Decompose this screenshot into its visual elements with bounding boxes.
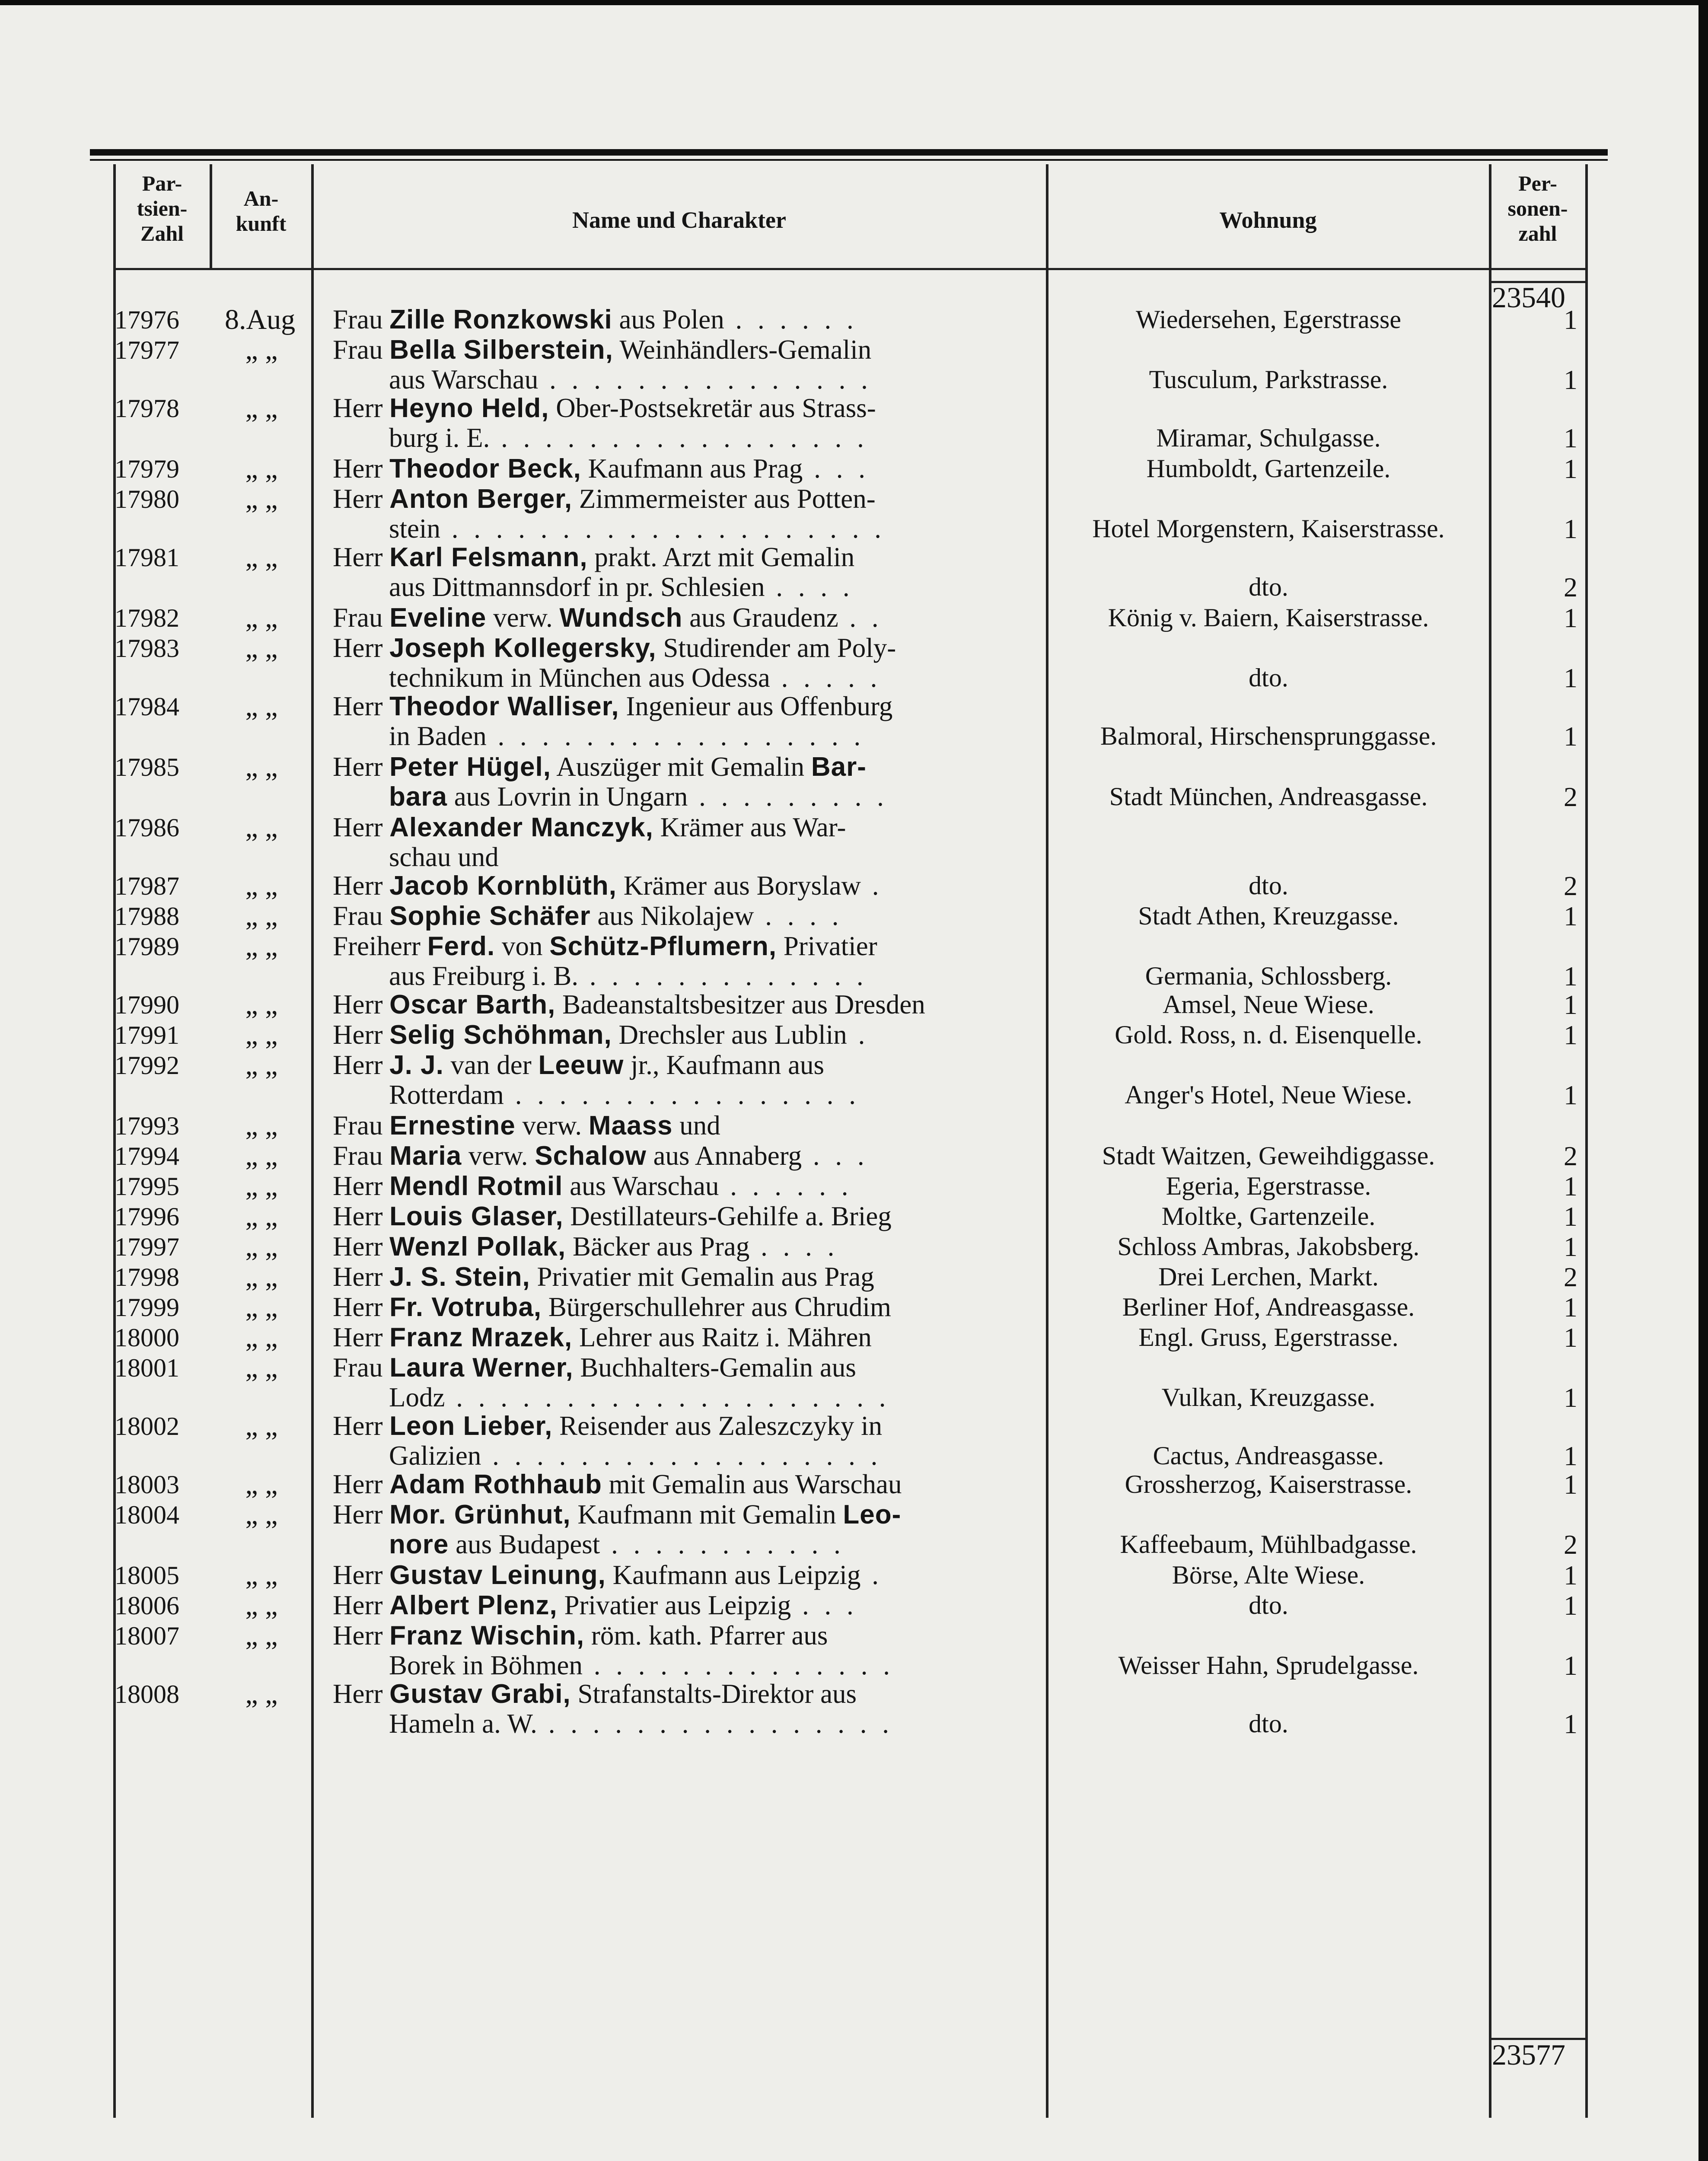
arrival-date: „ „ bbox=[245, 931, 278, 962]
bold-surname: Mor. Grünhut, bbox=[389, 1500, 571, 1530]
guest-name-and-occupation bbox=[333, 1262, 1042, 1292]
guest-name-and-occupation bbox=[333, 305, 1042, 335]
name-line: Herr Anton Berger, Zimmermeister aus Potten- bbox=[333, 484, 876, 514]
arrival-date: „ „ bbox=[245, 1322, 278, 1353]
name-line: Herr Leon Lieber, Reisender aus Zaleszczyky in bbox=[333, 1411, 883, 1441]
party-number: 17984 bbox=[115, 692, 179, 721]
leader-dots: . . . . bbox=[754, 901, 843, 931]
name-line: Herr Mor. Grünhut, Kaufmann mit Gemalin Leo- bbox=[333, 1500, 902, 1530]
arrival-date: „ „ bbox=[245, 900, 278, 932]
guest-name-and-occupation bbox=[333, 1411, 1042, 1471]
name-line: Borek in Böhmen . . . . . . . . . . . . . . bbox=[389, 1651, 894, 1680]
guest-name-and-occupation bbox=[333, 1020, 1042, 1050]
party-number: 17989 bbox=[115, 932, 179, 961]
party-number: 17994 bbox=[115, 1142, 179, 1170]
guest-name-and-occupation bbox=[333, 1590, 1042, 1620]
party-number: 17998 bbox=[115, 1263, 179, 1291]
guest-name-and-occupation bbox=[333, 1050, 1042, 1110]
party-number: 18001 bbox=[115, 1354, 179, 1382]
name-line: nore aus Budapest . . . . . . . . . . . bbox=[389, 1530, 845, 1559]
persons-count: 1 bbox=[1564, 901, 1577, 931]
party-number: 17979 bbox=[115, 455, 179, 483]
residence: Hotel Morgenstern, Kaiserstrasse. bbox=[1092, 514, 1445, 543]
residence: Balmoral, Hirschensprunggasse. bbox=[1100, 722, 1437, 750]
persons-count: 2 bbox=[1564, 781, 1577, 812]
bold-surname: Anton Berger, bbox=[389, 484, 573, 514]
bold-surname: Bella Silberstein, bbox=[389, 335, 613, 365]
name-line: Herr Alexander Manczyk, Krämer aus War- bbox=[333, 813, 846, 842]
leader-dots: . . . . bbox=[749, 1232, 839, 1262]
residence: Berliner Hof, Andreasgasse. bbox=[1122, 1293, 1415, 1321]
name-line: Frau Bella Silberstein, Weinhändlers-Gemalin bbox=[333, 335, 872, 365]
persons-count: 1 bbox=[1564, 304, 1577, 335]
guest-name-and-occupation bbox=[333, 1292, 1042, 1322]
party-number: 17983 bbox=[115, 634, 179, 663]
guest-name-and-occupation bbox=[333, 692, 1042, 751]
arrival-date: „ „ bbox=[245, 1590, 278, 1621]
name-line: aus Warschau . . . . . . . . . . . . . . . bbox=[389, 365, 872, 395]
name-line: Herr Heyno Held, Ober-Postsekretär aus Strass- bbox=[333, 393, 876, 423]
bold-surname: Heyno Held, bbox=[389, 393, 549, 423]
guest-name-and-occupation bbox=[333, 603, 1042, 633]
arrival-date: „ „ bbox=[245, 1231, 278, 1262]
name-line: schau und bbox=[389, 842, 499, 872]
carried-total: 23540 bbox=[1492, 281, 1565, 314]
arrival-date: „ „ bbox=[245, 691, 278, 722]
header-party-number: Par- tsien- Zahl bbox=[137, 171, 188, 245]
bold-surname: Franz Mrazek, bbox=[389, 1323, 573, 1352]
bold-surname: Sophie Schäfer bbox=[389, 901, 591, 931]
leader-dots: . . . . bbox=[765, 572, 854, 602]
persons-count: 1 bbox=[1564, 1382, 1577, 1413]
name-line: aus Dittmannsdorf in pr. Schlesien . . . . bbox=[389, 572, 854, 602]
bold-surname: Eveline bbox=[389, 603, 487, 633]
party-number: 18008 bbox=[115, 1680, 179, 1708]
party-number: 17990 bbox=[115, 991, 179, 1019]
guest-name-and-occupation bbox=[333, 1469, 1042, 1499]
party-number: 17997 bbox=[115, 1233, 179, 1261]
bold-surname: Ferd. bbox=[427, 931, 495, 961]
name-line: bara aus Lovrin in Ungarn . . . . . . . . . bbox=[389, 782, 888, 812]
persons-count: 1 bbox=[1564, 1201, 1577, 1232]
arrival-date: „ „ bbox=[245, 483, 278, 515]
residence: Anger's Hotel, Neue Wiese. bbox=[1125, 1080, 1412, 1109]
persons-count: 1 bbox=[1564, 663, 1577, 693]
arrival-date: „ „ bbox=[245, 1261, 278, 1293]
top-rule-thick bbox=[90, 149, 1608, 156]
guest-name-and-occupation bbox=[333, 990, 1042, 1020]
residence: Engl. Gruss, Egerstrasse. bbox=[1138, 1323, 1399, 1351]
residence: Moltke, Gartenzeile. bbox=[1161, 1202, 1376, 1230]
arrival-date: „ „ bbox=[245, 334, 278, 366]
header-persons: Per- sonen- zahl bbox=[1507, 171, 1568, 245]
name-line: Frau Laura Werner, Buchhalters-Gemalin aus bbox=[333, 1353, 856, 1383]
party-number: 17980 bbox=[115, 485, 179, 513]
party-number: 17988 bbox=[115, 902, 179, 931]
arrival-date: 8.Aug bbox=[225, 304, 296, 335]
arrival-date: „ „ bbox=[245, 1499, 278, 1530]
guest-name-and-occupation bbox=[333, 1232, 1042, 1262]
party-number: 17993 bbox=[115, 1112, 179, 1140]
bold-surname: Selig Schöhman, bbox=[389, 1020, 612, 1050]
page-edge-right bbox=[1698, 0, 1708, 2161]
persons-count: 2 bbox=[1564, 1529, 1577, 1560]
leader-dots: . . . . . . . . . . . . . . . . . . bbox=[481, 1441, 882, 1471]
persons-count: 1 bbox=[1564, 1650, 1577, 1681]
persons-count: 1 bbox=[1564, 1171, 1577, 1202]
arrival-date: „ „ bbox=[245, 989, 278, 1020]
leader-dots: . . . bbox=[802, 1141, 869, 1171]
leader-dots: . . . . . . . . . . . . . . . . . . . . bbox=[440, 514, 886, 544]
leader-dots: . . . . . . . . . . . . . . . . . . . . bbox=[445, 1383, 890, 1412]
bold-surname: J. J. bbox=[389, 1050, 444, 1080]
party-number: 18003 bbox=[115, 1470, 179, 1499]
persons-count: 1 bbox=[1564, 1020, 1577, 1050]
persons-count: 1 bbox=[1564, 1441, 1577, 1471]
party-number: 17999 bbox=[115, 1293, 179, 1322]
residence: Vulkan, Kreuzgasse. bbox=[1161, 1383, 1376, 1412]
name-line: Herr Franz Wischin, röm. kath. Pfarrer aus bbox=[333, 1621, 828, 1651]
bold-surname: Mendl Rotmil bbox=[389, 1171, 563, 1201]
residence: Weisser Hahn, Sprudelgasse. bbox=[1118, 1651, 1419, 1680]
residence: Kaffeebaum, Mühlbadgasse. bbox=[1120, 1530, 1417, 1559]
persons-count: 2 bbox=[1564, 1141, 1577, 1171]
residence: Egeria, Egerstrasse. bbox=[1166, 1172, 1371, 1200]
name-line: Herr Louis Glaser, Destillateurs-Gehilfe a. Brieg bbox=[333, 1202, 892, 1231]
party-number: 17982 bbox=[115, 604, 179, 632]
party-number: 17996 bbox=[115, 1202, 179, 1231]
guest-name-and-occupation bbox=[333, 1353, 1042, 1412]
name-line: Herr Oscar Barth, Badeanstaltsbesitzer aus Dresden bbox=[333, 990, 925, 1020]
party-number: 17991 bbox=[115, 1021, 179, 1049]
name-line: Frau Ernestine verw. Maass und bbox=[333, 1111, 720, 1141]
arrival-date: „ „ bbox=[245, 542, 278, 573]
name-line: in Baden . . . . . . . . . . . . . . . . . bbox=[389, 721, 865, 751]
bold-surname: J. S. Stein, bbox=[389, 1262, 530, 1292]
leader-dots: . . . . . bbox=[770, 663, 882, 693]
name-line: Herr Gustav Leinung, Kaufmann aus Leipzig . bbox=[333, 1560, 883, 1590]
guest-name-and-occupation bbox=[333, 1171, 1042, 1201]
residence: Cactus, Andreasgasse. bbox=[1153, 1441, 1384, 1470]
name-line: Rotterdam . . . . . . . . . . . . . . . . bbox=[389, 1080, 860, 1110]
name-line: Herr Theodor Walliser, Ingenieur aus Offenburg bbox=[333, 692, 893, 721]
bold-surname: Theodor Beck, bbox=[389, 454, 581, 484]
name-line: Lodz . . . . . . . . . . . . . . . . . . . . bbox=[389, 1383, 890, 1412]
persons-count: 1 bbox=[1564, 1590, 1577, 1621]
name-line: Herr Jacob Kornblüth, Krämer aus Boryslaw . bbox=[333, 871, 883, 901]
name-line: Frau Eveline verw. Wundsch aus Graudenz . . bbox=[333, 603, 883, 633]
bold-surname: Leeuw bbox=[538, 1050, 624, 1080]
arrival-date: „ „ bbox=[245, 1469, 278, 1500]
bold-surname: Karl Felsmann, bbox=[389, 542, 588, 572]
guest-name-and-occupation bbox=[333, 752, 1042, 812]
party-number: 17992 bbox=[115, 1051, 179, 1080]
arrival-date: „ „ bbox=[245, 1140, 278, 1172]
arrival-date: „ „ bbox=[245, 1678, 278, 1710]
leader-dots: . . . . . . . . . . . . . bbox=[578, 961, 868, 991]
persons-count: 1 bbox=[1564, 1708, 1577, 1739]
name-line: Herr Selig Schöhman, Drechsler aus Lublin . bbox=[333, 1020, 870, 1050]
bold-surname: Jacob Kornblüth, bbox=[389, 871, 617, 901]
residence: Stadt Waitzen, Geweihdiggasse. bbox=[1102, 1141, 1435, 1170]
leader-dots: . . . bbox=[791, 1590, 858, 1620]
bold-surname: Wundsch bbox=[559, 603, 683, 633]
guest-name-and-occupation bbox=[333, 1560, 1042, 1590]
party-number: 17976 bbox=[115, 306, 179, 334]
party-number: 18004 bbox=[115, 1501, 179, 1529]
leader-dots: . . . . . . . . . . . . . . bbox=[582, 1651, 894, 1680]
bold-surname: Fr. Votruba, bbox=[389, 1292, 542, 1322]
arrival-date: „ „ bbox=[245, 1019, 278, 1051]
party-number: 17995 bbox=[115, 1172, 179, 1201]
bold-surname: Bar- bbox=[811, 752, 867, 782]
header-arrival: An- kunft bbox=[236, 186, 287, 236]
bold-surname: Maass bbox=[588, 1111, 673, 1141]
leader-dots: . bbox=[847, 1020, 870, 1050]
col-divider-arrival bbox=[311, 164, 314, 2118]
residence: König v. Baiern, Kaiserstrasse. bbox=[1108, 603, 1429, 632]
guest-name-and-occupation bbox=[333, 393, 1042, 453]
arrival-date: „ „ bbox=[245, 812, 278, 843]
persons-count: 1 bbox=[1564, 602, 1577, 633]
persons-count: 1 bbox=[1564, 1469, 1577, 1500]
leader-dots: . . . . . . . . . . . bbox=[600, 1530, 845, 1559]
residence: Wiedersehen, Egerstrasse bbox=[1136, 305, 1401, 334]
party-number: 17985 bbox=[115, 753, 179, 781]
persons-count: 1 bbox=[1564, 1560, 1577, 1590]
residence: Tusculum, Parkstrasse. bbox=[1149, 365, 1388, 394]
arrival-date: „ „ bbox=[245, 1291, 278, 1323]
bold-surname: bara bbox=[389, 782, 447, 812]
arrival-date: „ „ bbox=[245, 751, 278, 783]
col-divider-residence bbox=[1489, 164, 1491, 2118]
guest-name-and-occupation bbox=[333, 931, 1042, 991]
persons-count: 2 bbox=[1564, 572, 1577, 602]
party-number: 17978 bbox=[115, 394, 179, 423]
header-name: Name und Charakter bbox=[572, 207, 786, 233]
name-line: Freiherr Ferd. von Schütz-Pflumern, Privatier bbox=[333, 931, 877, 961]
guest-name-and-occupation bbox=[333, 335, 1042, 395]
party-number: 18006 bbox=[115, 1591, 179, 1620]
bold-surname: Schütz-Pflumern, bbox=[549, 931, 777, 961]
col-divider-right bbox=[1585, 164, 1588, 2118]
bold-surname: nore bbox=[389, 1530, 449, 1559]
arrival-date: „ „ bbox=[245, 1620, 278, 1651]
persons-count: 1 bbox=[1564, 1231, 1577, 1262]
leader-dots: . bbox=[860, 1560, 883, 1590]
residence: Amsel, Neue Wiese. bbox=[1163, 990, 1374, 1019]
guest-name-and-occupation bbox=[333, 1323, 1042, 1352]
guest-name-and-occupation bbox=[333, 1621, 1042, 1680]
arrival-date: „ „ bbox=[245, 1410, 278, 1442]
arrival-date: „ „ bbox=[245, 1110, 278, 1141]
residence: Grossherzog, Kaiserstrasse. bbox=[1125, 1470, 1412, 1498]
name-line: Herr Franz Mrazek, Lehrer aus Raitz i. Mähren bbox=[333, 1323, 872, 1352]
leader-dots: . bbox=[861, 871, 883, 901]
name-line: Herr Mendl Rotmil aus Warschau . . . . . . bbox=[333, 1171, 853, 1201]
name-line: aus Freiburg i. B. . . . . . . . . . . . . . bbox=[389, 961, 868, 991]
residence: dto. bbox=[1249, 573, 1288, 601]
persons-count: 1 bbox=[1564, 989, 1577, 1020]
bold-surname: Franz Wischin, bbox=[389, 1621, 585, 1651]
party-number: 17981 bbox=[115, 543, 179, 572]
party-number: 18002 bbox=[115, 1412, 179, 1441]
residence: Stadt Athen, Kreuzgasse. bbox=[1138, 902, 1399, 930]
residence: Gold. Ross, n. d. Eisenquelle. bbox=[1115, 1020, 1422, 1049]
bold-surname: Adam Rothhaub bbox=[389, 1469, 602, 1499]
leader-dots: . . . . . . bbox=[719, 1171, 853, 1201]
name-line: Herr Gustav Grabi, Strafanstalts-Direktor aus bbox=[333, 1679, 857, 1709]
name-line: stein . . . . . . . . . . . . . . . . . . . . bbox=[389, 514, 886, 544]
arrival-date: „ „ bbox=[245, 1201, 278, 1232]
bold-surname: Laura Werner, bbox=[389, 1353, 574, 1383]
residence: dto. bbox=[1249, 1591, 1288, 1619]
arrival-date: „ „ bbox=[245, 453, 278, 484]
bold-surname: Theodor Walliser, bbox=[389, 692, 619, 721]
guest-name-and-occupation bbox=[333, 1111, 1042, 1141]
guest-name-and-occupation bbox=[333, 1202, 1042, 1231]
header-underline bbox=[113, 268, 1587, 270]
name-line: Herr J. S. Stein, Privatier mit Gemalin aus Prag bbox=[333, 1262, 874, 1292]
name-line: Frau Zille Ronzkowski aus Polen . . . . . . bbox=[333, 305, 858, 335]
final-total: 23577 bbox=[1492, 2038, 1565, 2071]
bold-surname: Leon Lieber, bbox=[389, 1411, 553, 1441]
top-rule-thin bbox=[90, 159, 1608, 161]
party-number: 18000 bbox=[115, 1323, 179, 1352]
name-line: Herr Karl Felsmann, prakt. Arzt mit Gemalin bbox=[333, 542, 855, 572]
name-line: Herr Adam Rothhaub mit Gemalin aus Warschau bbox=[333, 1469, 902, 1499]
guest-name-and-occupation bbox=[333, 542, 1042, 602]
guest-name-and-occupation bbox=[333, 1500, 1042, 1559]
persons-count: 1 bbox=[1564, 513, 1577, 544]
arrival-date: „ „ bbox=[245, 1170, 278, 1202]
persons-count: 1 bbox=[1564, 1322, 1577, 1353]
bold-surname: Gustav Grabi, bbox=[389, 1679, 571, 1709]
party-number: 17987 bbox=[115, 872, 179, 900]
residence: dto. bbox=[1249, 1709, 1288, 1738]
bold-surname: Louis Glaser, bbox=[389, 1202, 564, 1231]
residence: dto. bbox=[1249, 871, 1288, 900]
persons-count: 1 bbox=[1564, 721, 1577, 752]
guest-name-and-occupation bbox=[333, 813, 1042, 872]
arrival-date: „ „ bbox=[245, 870, 278, 902]
residence: Germania, Schlossberg. bbox=[1145, 962, 1392, 990]
party-number: 18005 bbox=[115, 1561, 179, 1590]
leader-dots: . . . . . . . . . . . . . . . bbox=[538, 365, 872, 395]
page-edge-top bbox=[0, 0, 1708, 5]
persons-count: 1 bbox=[1564, 1080, 1577, 1110]
leader-dots: . . . . . . . . . . . . . . . . bbox=[503, 1080, 860, 1110]
name-line: burg i. E. . . . . . . . . . . . . . . . . . bbox=[389, 423, 868, 453]
bold-surname: Wenzl Pollak, bbox=[389, 1232, 566, 1262]
bold-surname: Peter Hügel, bbox=[389, 752, 551, 782]
arrival-date: „ „ bbox=[245, 1049, 278, 1081]
residence: Drei Lerchen, Markt. bbox=[1158, 1262, 1379, 1291]
name-line: Galizien . . . . . . . . . . . . . . . . . . bbox=[389, 1441, 882, 1471]
bold-surname: Maria bbox=[389, 1141, 462, 1171]
name-line: technikum in München aus Odessa . . . . . bbox=[389, 663, 882, 693]
bold-surname: Ernestine bbox=[389, 1111, 516, 1141]
leader-dots: . . . . . . . . . . . . . . . . bbox=[537, 1709, 893, 1739]
bold-surname: Joseph Kollegersky, bbox=[389, 633, 656, 663]
bold-surname: Leo- bbox=[843, 1500, 902, 1530]
arrival-date: „ „ bbox=[245, 1352, 278, 1383]
arrival-date: „ „ bbox=[245, 602, 278, 634]
bold-surname: Alexander Manczyk, bbox=[389, 813, 653, 842]
name-line: Herr Fr. Votruba, Bürgerschullehrer aus Chrudim bbox=[333, 1292, 891, 1322]
persons-count: 2 bbox=[1564, 1262, 1577, 1292]
name-line: Herr Joseph Kollegersky, Studirender am Poly- bbox=[333, 633, 896, 663]
leader-dots: . . . . . . . . . . . . . . . . . bbox=[486, 721, 865, 751]
persons-count: 1 bbox=[1564, 364, 1577, 395]
leader-dots: . . . . . . . . . . . . . . . . . bbox=[490, 423, 868, 453]
name-line: Herr Theodor Beck, Kaufmann aus Prag . . . bbox=[333, 454, 870, 484]
guest-name-and-occupation bbox=[333, 454, 1042, 484]
persons-count: 1 bbox=[1564, 453, 1577, 484]
bold-surname: Oscar Barth, bbox=[389, 990, 556, 1020]
name-line: Herr Wenzl Pollak, Bäcker aus Prag . . . . bbox=[333, 1232, 839, 1262]
arrival-date: „ „ bbox=[245, 1559, 278, 1591]
name-line: Herr J. J. van der Leeuw jr., Kaufmann aus bbox=[333, 1050, 825, 1080]
guest-name-and-occupation bbox=[333, 1679, 1042, 1739]
bold-surname: Albert Plenz, bbox=[389, 1590, 558, 1620]
residence: Schloss Ambras, Jakobsberg. bbox=[1117, 1232, 1420, 1261]
guest-name-and-occupation bbox=[333, 484, 1042, 544]
guest-name-and-occupation bbox=[333, 633, 1042, 693]
persons-count: 2 bbox=[1564, 870, 1577, 901]
name-line: Herr Peter Hügel, Auszüger mit Gemalin Bar- bbox=[333, 752, 867, 782]
guest-name-and-occupation bbox=[333, 871, 1042, 901]
name-line: Frau Sophie Schäfer aus Nikolajew . . . . bbox=[333, 901, 843, 931]
residence: Miramar, Schulgasse. bbox=[1156, 424, 1381, 452]
arrival-date: „ „ bbox=[245, 632, 278, 664]
leader-dots: . . bbox=[838, 603, 883, 633]
bold-surname: Gustav Leinung, bbox=[389, 1560, 606, 1590]
guest-name-and-occupation bbox=[333, 1141, 1042, 1171]
name-line: Frau Maria verw. Schalow aus Annaberg . . . bbox=[333, 1141, 869, 1171]
guest-name-and-occupation bbox=[333, 901, 1042, 931]
arrival-date: „ „ bbox=[245, 392, 278, 424]
persons-count: 1 bbox=[1564, 423, 1577, 453]
name-line: Herr Albert Plenz, Privatier aus Leipzig . . . bbox=[333, 1590, 858, 1620]
header-residence: Wohnung bbox=[1219, 207, 1317, 233]
leader-dots: . . . bbox=[803, 454, 870, 484]
persons-count: 1 bbox=[1564, 961, 1577, 991]
residence: Börse, Alte Wiese. bbox=[1172, 1561, 1365, 1589]
residence: Humboldt, Gartenzeile. bbox=[1146, 454, 1391, 483]
bold-surname: Zille Ronzkowski bbox=[389, 305, 612, 335]
party-number: 17986 bbox=[115, 813, 179, 842]
party-number: 17977 bbox=[115, 336, 179, 364]
col-divider-name bbox=[1046, 164, 1048, 2118]
leader-dots: . . . . . . bbox=[724, 305, 858, 335]
name-line: Hameln a. W. . . . . . . . . . . . . . . . . bbox=[389, 1709, 893, 1739]
residence: Stadt München, Andreasgasse. bbox=[1109, 782, 1428, 811]
party-number: 18007 bbox=[115, 1622, 179, 1650]
residence: dto. bbox=[1249, 663, 1288, 692]
persons-count: 1 bbox=[1564, 1292, 1577, 1323]
leader-dots: . . . . . . . . . bbox=[688, 782, 888, 812]
bold-surname: Schalow bbox=[535, 1141, 647, 1171]
